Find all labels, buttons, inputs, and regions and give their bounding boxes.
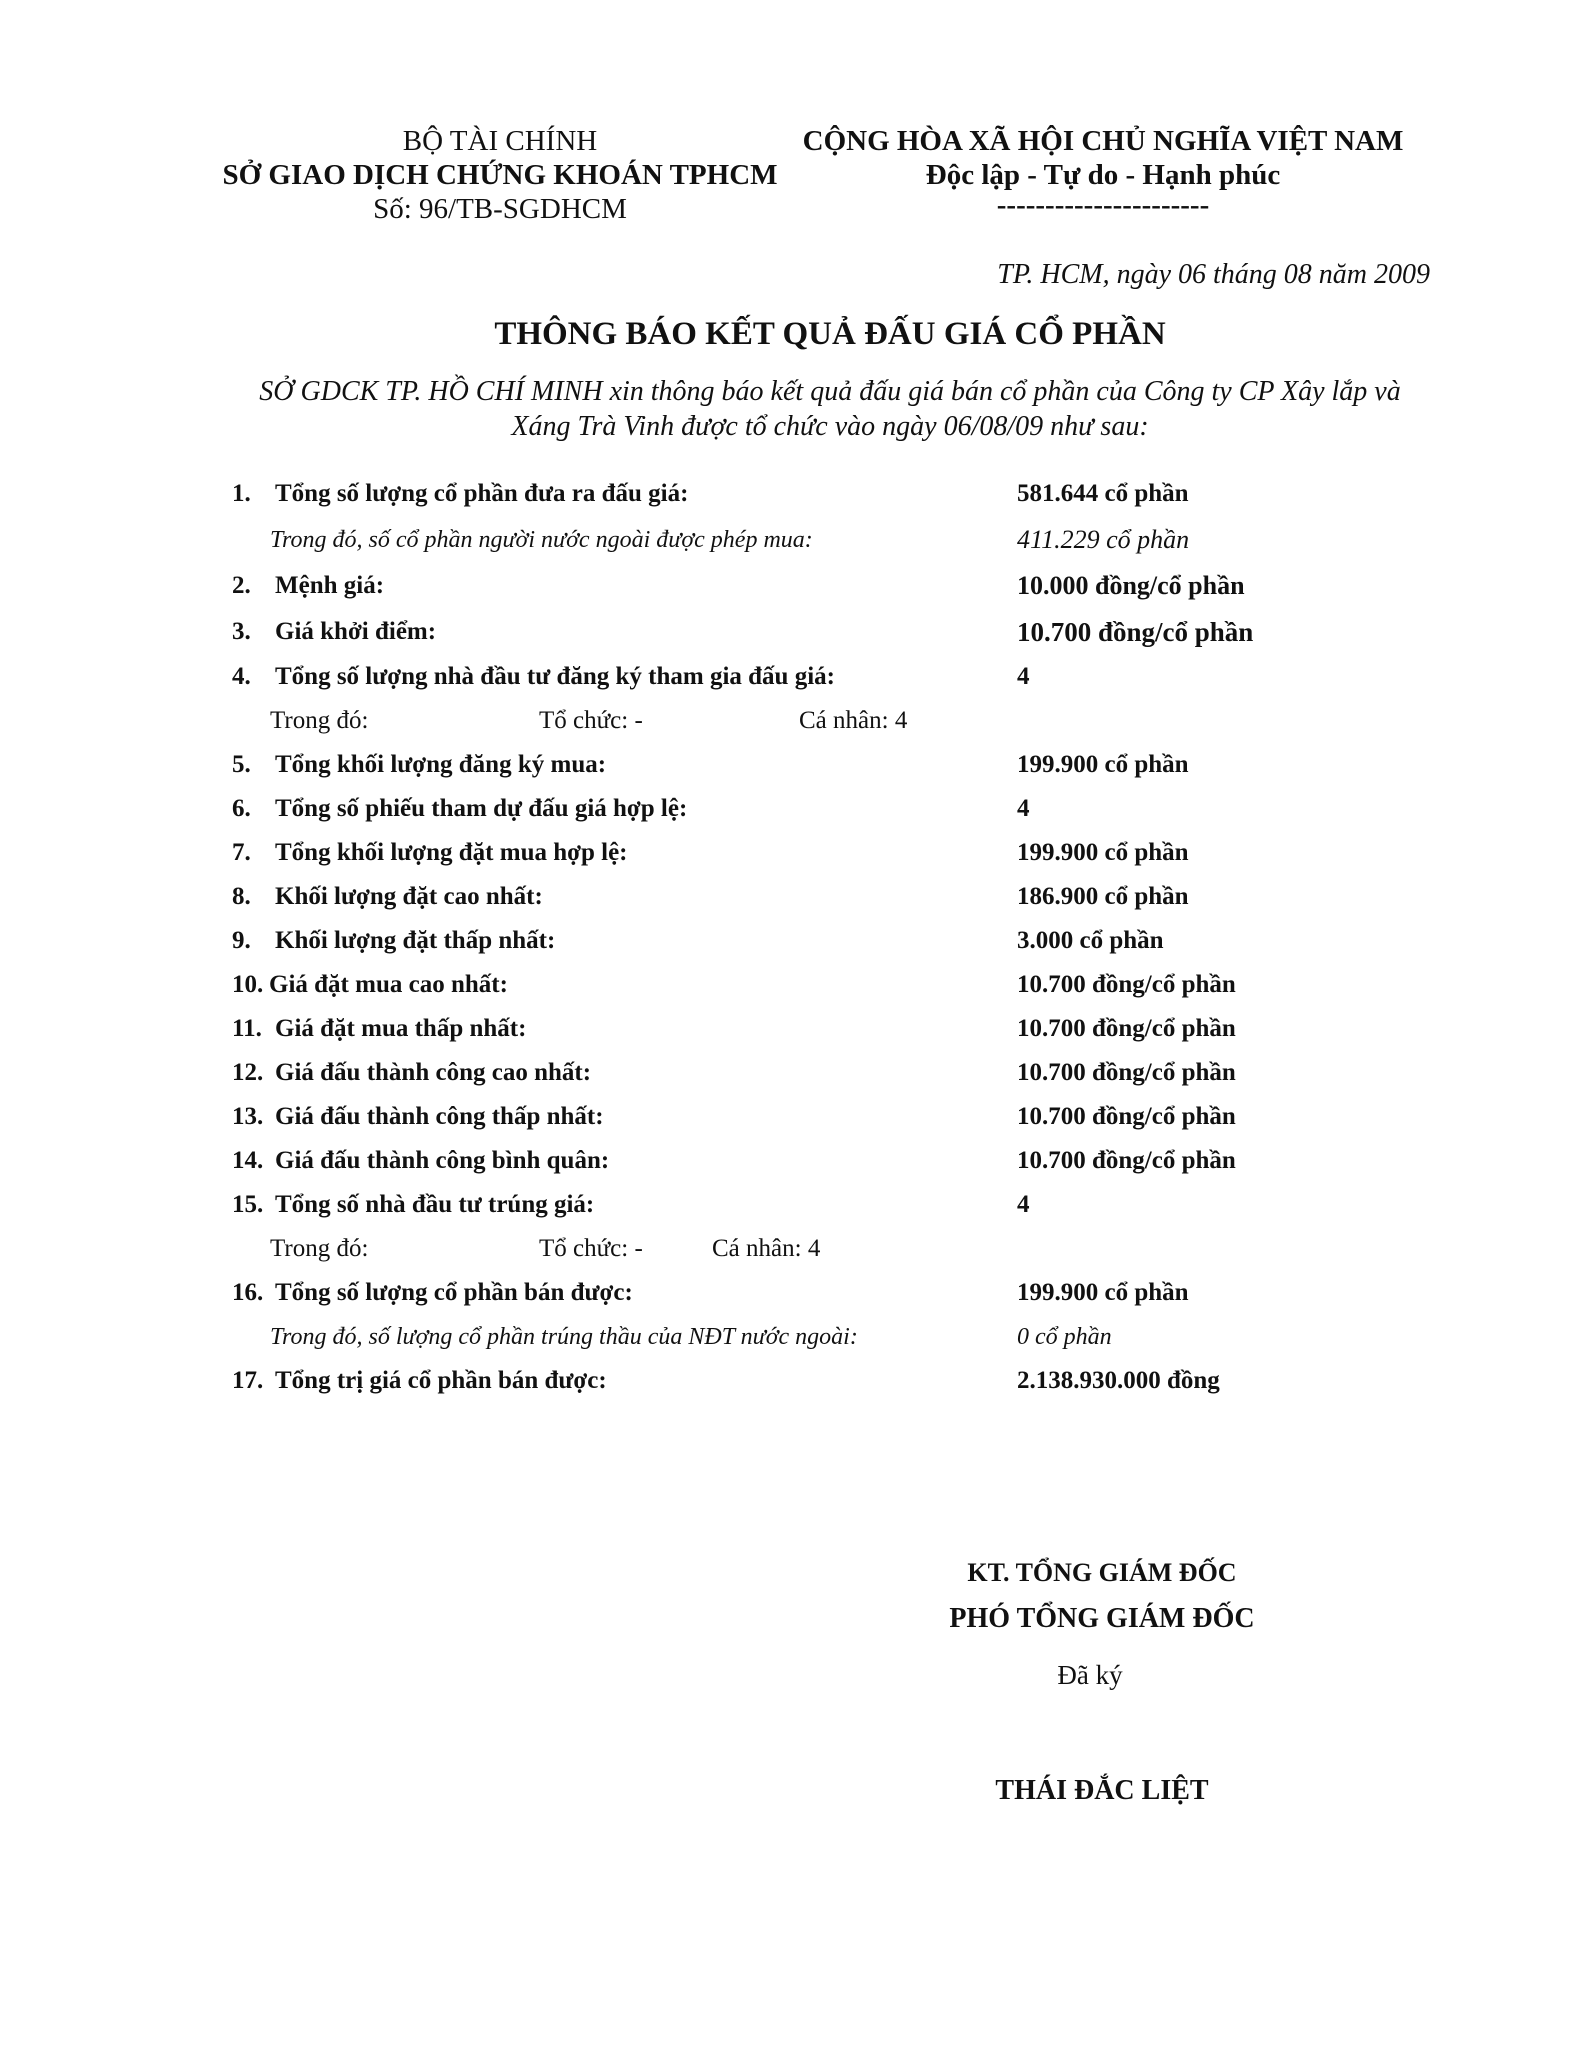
list-item bbox=[232, 965, 1352, 1005]
item-number: 14. bbox=[232, 1147, 264, 1174]
item-label: Tổng khối lượng đăng ký mua: bbox=[275, 751, 607, 778]
item-number: 10. bbox=[232, 971, 264, 998]
signature-title-1: KT. TỔNG GIÁM ĐỐC bbox=[967, 1558, 1237, 1587]
signature-title-2: PHÓ TỔNG GIÁM ĐỐC bbox=[949, 1603, 1255, 1634]
item-label: Tổng số nhà đầu tư trúng giá: bbox=[275, 1191, 595, 1218]
list-item bbox=[232, 1141, 1352, 1181]
motto-divider: ---------------------- bbox=[996, 189, 1210, 221]
list-subitem-breakdown bbox=[270, 701, 1170, 741]
subitem-label: Trong đó, số lượng cổ phần trúng thầu của NĐT nước ngoài: bbox=[270, 1324, 858, 1350]
item-value: 10.000 đồng/cổ phần bbox=[1017, 571, 1245, 600]
national-motto: Độc lập - Tự do - Hạnh phúc bbox=[925, 159, 1281, 191]
list-subitem bbox=[270, 1317, 1112, 1357]
item-value: 3.000 cổ phần bbox=[1017, 927, 1164, 954]
list-item bbox=[232, 1053, 1352, 1093]
intro-line-1: SỞ GDCK TP. HỒ CHÍ MINH xin thông báo kết quả đấu giá bán cổ phần của Công ty CP Xây lắp và bbox=[259, 376, 1401, 407]
list-item bbox=[232, 745, 1352, 785]
item-number: 6. bbox=[232, 795, 251, 822]
list-item bbox=[232, 612, 1352, 652]
item-number: 4. bbox=[232, 663, 251, 690]
item-label: Tổng trị giá cổ phần bán được: bbox=[275, 1367, 607, 1394]
list-subitem-breakdown bbox=[270, 1229, 1170, 1269]
item-value: 4 bbox=[1017, 795, 1030, 822]
item-number: 3. bbox=[232, 618, 251, 645]
item-label: Tổng số phiếu tham dự đấu giá hợp lệ: bbox=[275, 795, 688, 822]
item-label: Giá đặt mua cao nhất: bbox=[269, 971, 508, 998]
item-number: 13. bbox=[232, 1103, 264, 1130]
list-item bbox=[232, 657, 1352, 697]
item-label: Giá đấu thành công thấp nhất: bbox=[275, 1103, 604, 1130]
item-value: 10.700 đồng/cổ phần bbox=[1017, 971, 1236, 998]
list-item bbox=[232, 1361, 1352, 1401]
item-number: 2. bbox=[232, 572, 251, 599]
list-item bbox=[232, 1273, 1352, 1313]
document-title: THÔNG BÁO KẾT QUẢ ĐẤU GIÁ CỔ PHẦN bbox=[494, 316, 1166, 352]
intro-line-2: Xáng Trà Vinh được tổ chức vào ngày 06/08/09 như sau: bbox=[511, 411, 1149, 442]
breakdown-label: Trong đó: bbox=[270, 1235, 369, 1262]
list-item bbox=[232, 566, 1352, 606]
item-label: Tổng số lượng nhà đầu tư đăng ký tham gia đấu giá: bbox=[275, 663, 835, 690]
item-value: 4 bbox=[1017, 1191, 1030, 1218]
item-value: 199.900 cổ phần bbox=[1017, 839, 1189, 866]
list-item bbox=[232, 474, 1352, 514]
subitem-value: 411.229 cổ phần bbox=[1017, 525, 1190, 554]
item-label: Tổng số lượng cổ phần bán được: bbox=[275, 1279, 633, 1306]
item-number: 8. bbox=[232, 883, 251, 910]
item-label: Giá khởi điểm: bbox=[275, 618, 437, 645]
item-value: 10.700 đồng/cổ phần bbox=[1017, 1059, 1236, 1086]
item-value: 10.700 đồng/cổ phần bbox=[1017, 1147, 1236, 1174]
list-item bbox=[232, 921, 1352, 961]
ministry-name: BỘ TÀI CHÍNH bbox=[402, 125, 598, 157]
item-number: 16. bbox=[232, 1279, 264, 1306]
item-value: 4 bbox=[1017, 663, 1030, 690]
list-item bbox=[232, 1097, 1352, 1137]
breakdown-organizations: Tổ chức: - bbox=[539, 1235, 643, 1262]
item-number: 11. bbox=[232, 1015, 262, 1042]
subitem-value: 0 cổ phần bbox=[1017, 1324, 1112, 1350]
item-number: 12. bbox=[232, 1059, 264, 1086]
item-value: 581.644 cổ phần bbox=[1017, 480, 1189, 507]
item-label: Giá đấu thành công bình quân: bbox=[275, 1147, 610, 1174]
item-number: 7. bbox=[232, 839, 251, 866]
breakdown-organizations: Tổ chức: - bbox=[539, 707, 643, 734]
country-name: CỘNG HÒA XÃ HỘI CHỦ NGHĨA VIỆT NAM bbox=[802, 125, 1404, 157]
list-item bbox=[232, 1185, 1352, 1225]
list-subitem bbox=[270, 520, 1190, 560]
breakdown-individuals: Cá nhân: 4 bbox=[799, 707, 908, 734]
list-item bbox=[232, 789, 1352, 829]
item-number: 15. bbox=[232, 1191, 264, 1218]
item-label: Khối lượng đặt cao nhất: bbox=[275, 883, 543, 910]
item-number: 17. bbox=[232, 1367, 264, 1394]
breakdown-individuals: Cá nhân: 4 bbox=[712, 1235, 821, 1262]
exchange-name: SỞ GIAO DỊCH CHỨNG KHOÁN TPHCM bbox=[222, 159, 778, 191]
list-item bbox=[232, 877, 1352, 917]
item-number: 1. bbox=[232, 480, 251, 507]
subitem-label: Trong đó, số cổ phần người nước ngoài được phép mua: bbox=[270, 527, 813, 553]
item-value: 199.900 cổ phần bbox=[1017, 1279, 1189, 1306]
item-value: 10.700 đồng/cổ phần bbox=[1017, 1103, 1236, 1130]
breakdown-label: Trong đó: bbox=[270, 707, 369, 734]
item-value: 186.900 cổ phần bbox=[1017, 883, 1189, 910]
signatory-name: THÁI ĐẮC LIỆT bbox=[995, 1775, 1209, 1806]
list-item bbox=[232, 1009, 1352, 1049]
item-value: 10.700 đồng/cổ phần bbox=[1017, 1015, 1236, 1042]
item-label: Tổng khối lượng đặt mua hợp lệ: bbox=[275, 839, 628, 866]
item-label: Mệnh giá: bbox=[275, 572, 385, 599]
item-number: 9. bbox=[232, 927, 251, 954]
item-label: Khối lượng đặt thấp nhất: bbox=[275, 927, 556, 954]
item-value: 10.700 đồng/cổ phần bbox=[1017, 617, 1254, 647]
item-number: 5. bbox=[232, 751, 251, 778]
list-item bbox=[232, 833, 1352, 873]
item-label: Tổng số lượng cổ phần đưa ra đấu giá: bbox=[275, 480, 689, 507]
document-date: TP. HCM, ngày 06 tháng 08 năm 2009 bbox=[997, 259, 1430, 290]
item-value: 2.138.930.000 đồng bbox=[1017, 1367, 1220, 1394]
item-label: Giá đấu thành công cao nhất: bbox=[275, 1059, 592, 1086]
document-number: Số: 96/TB-SGDHCM bbox=[373, 193, 627, 225]
item-value: 199.900 cổ phần bbox=[1017, 751, 1189, 778]
item-label: Giá đặt mua thấp nhất: bbox=[275, 1015, 527, 1042]
signed-note: Đã ký bbox=[1057, 1660, 1123, 1690]
